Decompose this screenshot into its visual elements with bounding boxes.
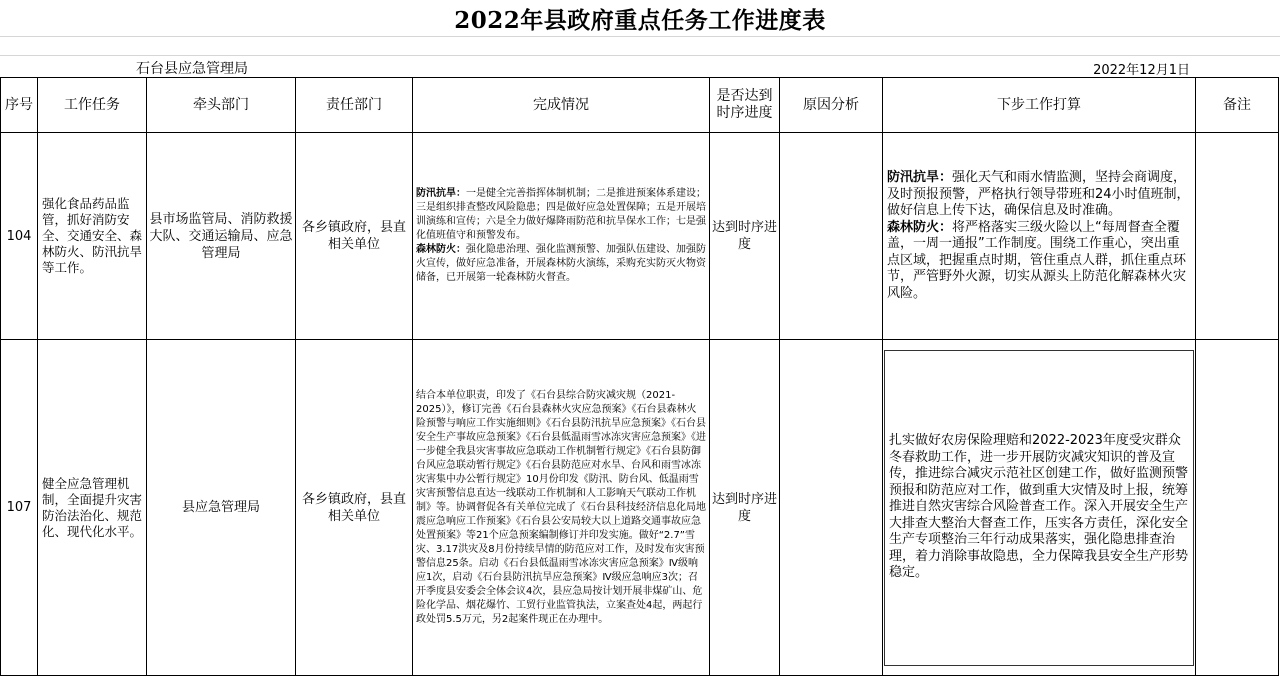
header-remarks: 备注 — [1196, 78, 1279, 133]
cell-on-schedule[interactable]: 达到时序进度 — [710, 133, 780, 340]
header-task: 工作任务 — [38, 78, 147, 133]
cell-remarks[interactable] — [1196, 133, 1279, 340]
completion-text-forest: 强化隐患治理、强化监测预警、加强队伍建设、加强防火宣传，做好应急准备，开展森林防火演练，采购充实防灭火物资储备，已开展第一轮森林防火督查。 — [416, 244, 706, 283]
organization-name: 石台县应急管理局 — [136, 61, 248, 77]
cell-next-plan[interactable] — [883, 133, 1196, 340]
next-label-forest: 森林防火： — [887, 219, 953, 235]
cell-resp-dept[interactable]: 各乡镇政府，县直相关单位 — [296, 133, 413, 340]
blank-row — [0, 36, 1280, 55]
cell-lead-dept[interactable]: 县市场监管局、消防救援大队、交通运输局、应急管理局 — [147, 133, 296, 340]
cell-seq[interactable]: 107 — [1, 340, 38, 676]
selected-cell-box — [884, 350, 1194, 666]
header-reason: 原因分析 — [780, 78, 883, 133]
header-resp-dept: 责任部门 — [296, 78, 413, 133]
cell-lead-dept[interactable]: 县应急管理局 — [147, 340, 296, 676]
cell-next-plan[interactable] — [883, 340, 1196, 676]
next-label-flood: 防汛抗旱： — [887, 170, 953, 185]
next-text-flood: 强化天气和雨水情监测，坚持会商调度，及时预报预警，严格执行领导带班和24小时值班制，做好信息上传下达，确保信息及时准确。 — [887, 170, 1190, 218]
header-on-schedule: 是否达到时序进度 — [710, 78, 780, 133]
header-row — [1, 78, 1279, 133]
next-plan-text: 扎实做好农房保险理赔和2022-2023年度受灾群众冬春救助工作，进一步开展防灾减灾知识的普及宣传，推进综合减灾示范社区创建工作，做好监测预警预报和防范应对工作，做到重大灾情及时上报，统筹推进自然灾害综合风险普查工作。深入开展安全生产大排查大整治大督查工作，压实各方责任，深化安全生产专项整治三年行动成果落实，强化隐患排查治理，着力消除事故隐患，全力保障我县安全生产形势稳定。 — [889, 433, 1189, 581]
cell-resp-dept[interactable]: 各乡镇政府，县直相关单位 — [296, 340, 413, 676]
cell-task[interactable]: 健全应急管理机制，全面提升灾害防治法治化、规范化、现代化水平。 — [38, 340, 147, 676]
cell-reason[interactable] — [780, 340, 883, 676]
cell-seq[interactable]: 104 — [1, 133, 38, 340]
table-row — [1, 133, 1279, 340]
completion-text-flood: 一是健全完善指挥体制机制；二是推进预案体系建设；三是组织排查整改风险隐患；四是做好应急处置保障；五是开展培训演练和宣传；六是全力做好爆降雨防范和抗旱保水工作；七是强化值班值守和预警发布。 — [416, 188, 706, 241]
header-next-plan: 下步工作打算 — [883, 78, 1196, 133]
report-date: 2022年12月1日 — [1093, 63, 1190, 78]
cell-reason[interactable] — [780, 133, 883, 340]
cell-completion[interactable] — [413, 133, 710, 340]
header-seq: 序号 — [1, 78, 38, 133]
header-lead-dept: 牵头部门 — [147, 78, 296, 133]
table-row — [1, 340, 1279, 676]
sheet-title: 2022年县政府重点任务工作进度表 — [454, 6, 826, 34]
completion-label-forest: 森林防火： — [416, 244, 466, 255]
cell-on-schedule[interactable]: 达到时序进度 — [710, 340, 780, 676]
cell-task[interactable]: 强化食品药品监管，抓好消防安全、交通安全、森林防火、防汛抗旱等工作。 — [38, 133, 147, 340]
cell-remarks[interactable] — [1196, 340, 1279, 676]
subtitle-row — [0, 55, 1280, 77]
completion-label-flood: 防汛抗旱： — [416, 188, 466, 199]
cell-completion[interactable]: 结合本单位职责，印发了《石台县综合防灾减灾规（2021-2025）》，修订完善《石台县森林火灾应急预案》《石台县森林火险预警与响应工作实施细则》《石台县防汛抗旱应急预案》《石台县安全生产事故应急预案》《石台县低温雨雪冰冻灾害应急预案》《进一步健全我县灾害事故应急联动工作机制暂行规定》《石台县防御台风应急联动暂行规定》《石台县防范应对水旱、台风和雨雪冰冻灾害集中办公暂行规定》10月份印发《防汛、防台风、低温雨雪灾害预警信息直达一线联动工作机制和人工影响天气联动工作机制》等。协调督促各有关单位完成了《石台县科技经济信息化局地震应急响应工作预案》《石台县公安局较大以上道路交通事故应急处置预案》等21个应急预案编制修订并印发实施。做好“2.7”雪灾、3.17洪灾及8月份持续旱情的防范应对工作，及时发布灾害预警信息25条。启动《石台县低温雨雪冰冻灾害应急预案》Ⅳ级响应1次，启动《石台县防汛抗旱应急预案》Ⅳ级应急响应3次；召开季度县安委会全体会议4次，县应急局按计划开展非煤矿山、危险化学品、烟花爆竹、工贸行业监管执法，立案查处4起，两起行政处罚5.5万元，另2起案件现正在办理中。 — [413, 340, 710, 676]
header-completion: 完成情况 — [413, 78, 710, 133]
next-text-forest: 将严格落实三级火险以上“每周督查全覆盖，一周一通报”工作制度。围绕工作重心，突出重点区域，把握重点时期，管住重点人群，抓住重点环节，严管野外火源，切实从源头上防范化解森林火灾风险。 — [887, 219, 1187, 301]
progress-table — [0, 77, 1279, 676]
